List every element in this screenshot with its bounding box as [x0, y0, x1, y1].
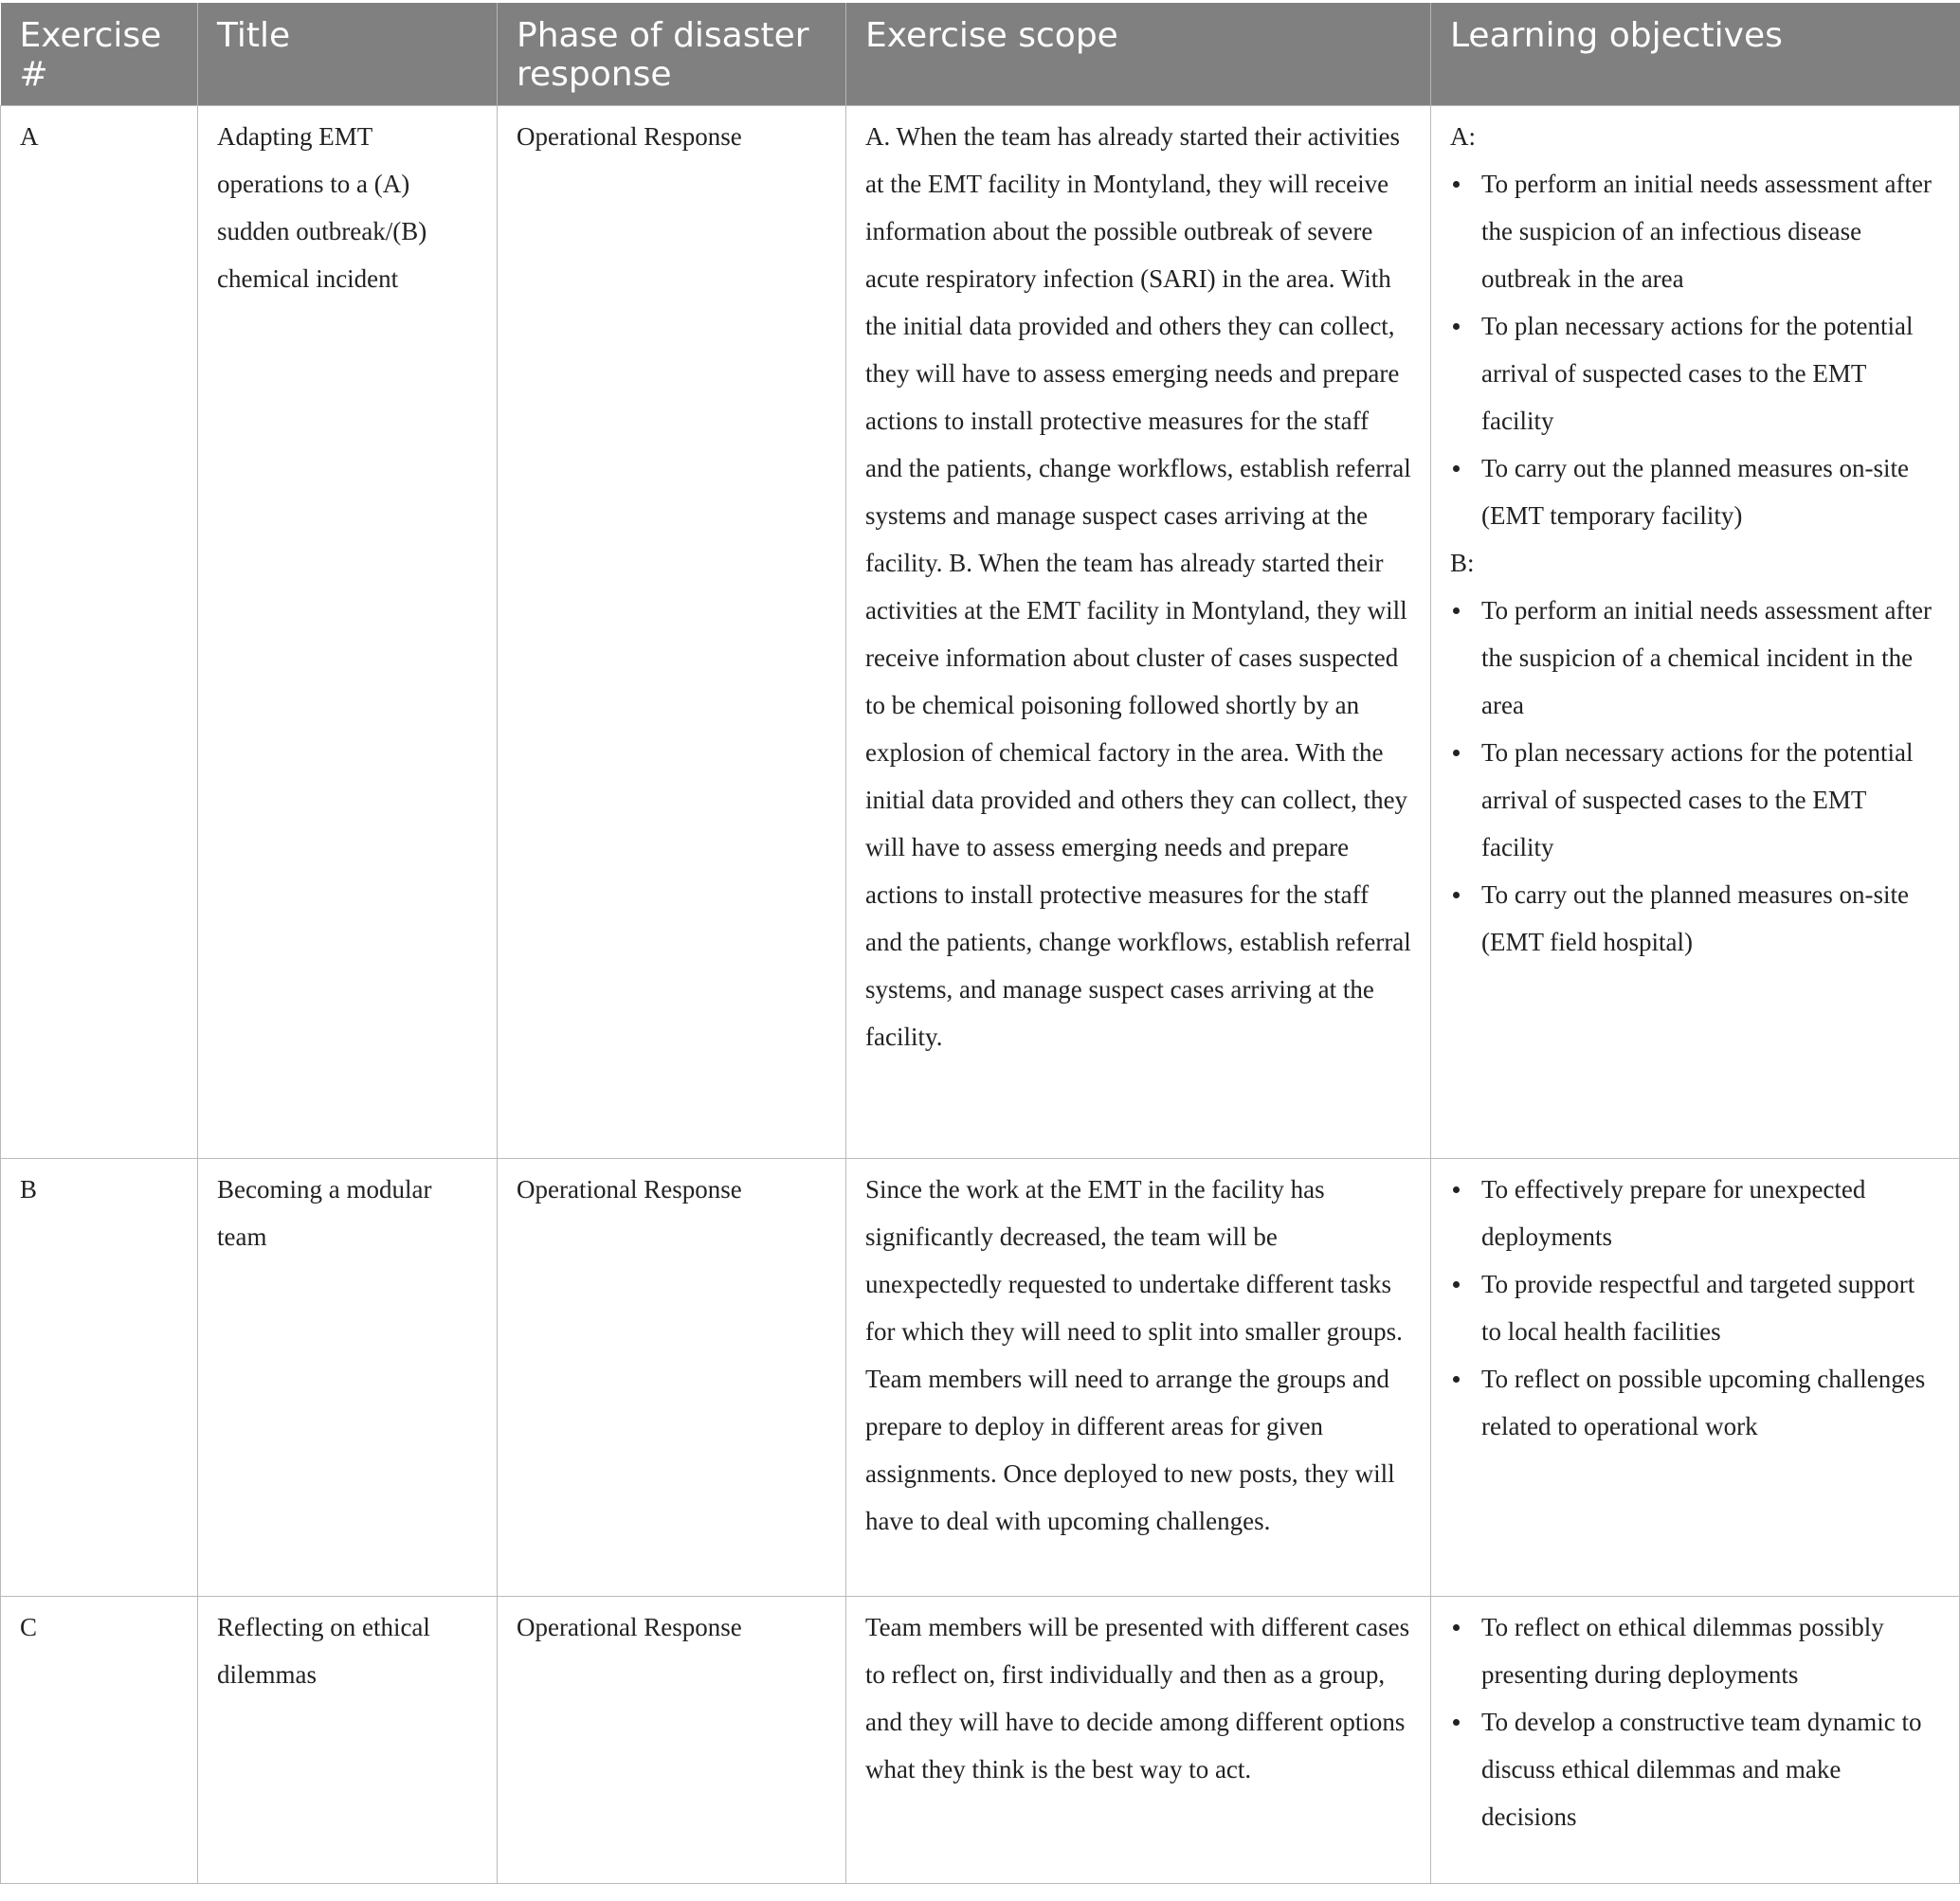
list-item: To reflect on ethical dilemmas possibly presenting during deployments — [1481, 1603, 1940, 1698]
header-row — [1, 3, 1960, 106]
objectives-list — [1450, 1603, 1940, 1840]
objectives-a-list — [1450, 160, 1940, 539]
table-row — [1, 106, 1960, 1159]
exercise-table — [0, 3, 1960, 1884]
list-item: To effectively prepare for unexpected deployments — [1481, 1166, 1940, 1260]
cell-phase: Operational Response — [498, 106, 846, 1159]
header-scope: Exercise scope — [846, 3, 1431, 106]
objectives-b-list — [1450, 587, 1940, 966]
objectives-a-label: A: — [1450, 122, 1476, 151]
cell-objectives — [1431, 1159, 1960, 1597]
cell-scope: Since the work at the EMT in the facility has significantly decreased, the team will be unexpectedly requested to undertake different tasks for which they will need to split into smaller groups. Team members will need to arrange the groups and prepare to deploy in different areas for given assignments. Once deployed to new posts, they will have to deal with upcoming challenges. — [846, 1159, 1431, 1597]
exercise-table-container — [0, 3, 1959, 1884]
header-exercise-number: Exercise # — [1, 3, 198, 106]
table-row — [1, 1159, 1960, 1597]
list-item: To carry out the planned measures on-site (EMT temporary facility) — [1481, 444, 1940, 539]
list-item: To plan necessary actions for the potential arrival of suspected cases to the EMT facility — [1481, 729, 1940, 871]
cell-phase: Operational Response — [498, 1159, 846, 1597]
list-item: To perform an initial needs assessment after the suspicion of an infectious disease outbreak in the area — [1481, 160, 1940, 302]
cell-phase: Operational Response — [498, 1597, 846, 1884]
list-item: To develop a constructive team dynamic to discuss ethical dilemmas and make decisions — [1481, 1698, 1940, 1840]
header-objectives: Learning objectives — [1431, 3, 1960, 106]
cell-scope: A. When the team has already started their activities at the EMT facility in Montyland, they will receive information about the possible outbreak of severe acute respiratory infection (SARI) in the area. With the initial data provided and others they can collect, they will have to assess emerging needs and prepare actions to install protective measures for the staff and the patients, change workflows, establish referral systems and manage suspect cases arriving at the facility. B. When the team has already started their activities at the EMT facility in Montyland, they will receive information about cluster of cases suspected to be chemical poisoning followed shortly by an explosion of chemical factory in the area. With the initial data provided and others they can collect, they will have to assess emerging needs and prepare actions to install protective measures for the staff and the patients, change workflows, establish referral systems, and manage suspect cases arriving at the facility. — [846, 106, 1431, 1159]
cell-objectives — [1431, 1597, 1960, 1884]
objectives-list — [1450, 1166, 1940, 1450]
cell-exercise-number: B — [1, 1159, 198, 1597]
cell-title: Reflecting on ethical dilemmas — [198, 1597, 498, 1884]
cell-exercise-number: C — [1, 1597, 198, 1884]
header-title: Title — [198, 3, 498, 106]
cell-objectives — [1431, 106, 1960, 1159]
cell-exercise-number: A — [1, 106, 198, 1159]
header-phase: Phase of disaster response — [498, 3, 846, 106]
list-item: To carry out the planned measures on-site (EMT field hospital) — [1481, 871, 1940, 966]
list-item: To plan necessary actions for the potential arrival of suspected cases to the EMT facility — [1481, 302, 1940, 444]
list-item: To reflect on possible upcoming challenges related to operational work — [1481, 1355, 1940, 1450]
table-header — [1, 3, 1960, 106]
objectives-b-label: B: — [1450, 549, 1475, 577]
table-body — [1, 106, 1960, 1884]
list-item: To perform an initial needs assessment after the suspicion of a chemical incident in the area — [1481, 587, 1940, 729]
cell-title: Adapting EMT operations to a (A) sudden outbreak/(B) chemical incident — [198, 106, 498, 1159]
cell-scope: Team members will be presented with different cases to reflect on, first individually and then as a group, and they will have to decide among different options what they think is the best way to act. — [846, 1597, 1431, 1884]
table-row — [1, 1597, 1960, 1884]
list-item: To provide respectful and targeted support to local health facilities — [1481, 1260, 1940, 1355]
cell-title: Becoming a modular team — [198, 1159, 498, 1597]
